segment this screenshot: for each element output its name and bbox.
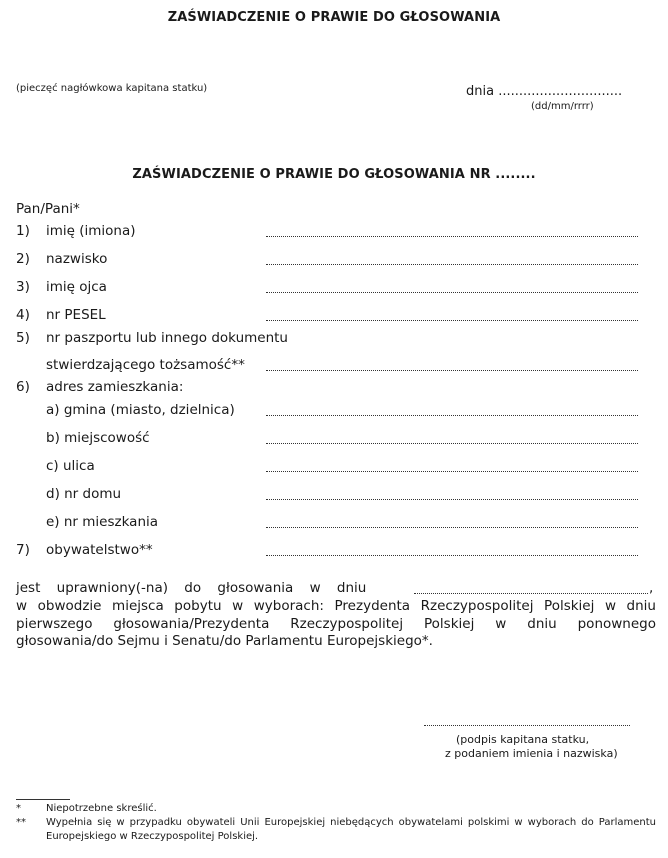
footnote-1: Niepotrzebne skreślić. — [46, 803, 157, 814]
citizenship-field[interactable] — [266, 555, 638, 556]
item-label-first-names: imię (imiona) — [46, 223, 136, 239]
apartment-number-field[interactable] — [266, 527, 638, 528]
street-field[interactable] — [266, 471, 638, 472]
pesel-field[interactable] — [266, 320, 638, 321]
stamp-note: (pieczęć nagłówkowa kapitana statku) — [16, 83, 208, 94]
statement-first-line: jest uprawniony(-na) do głosowania w dniu — [16, 580, 367, 596]
signature-line[interactable] — [424, 725, 630, 726]
passport-field[interactable] — [266, 370, 638, 371]
surname-field[interactable] — [266, 264, 638, 265]
statement-comma: , — [649, 580, 654, 596]
signature-caption-1: (podpis kapitana statku, — [456, 733, 590, 746]
first-names-field[interactable] — [266, 236, 638, 237]
date-format-hint: (dd/mm/rrrr) — [531, 101, 594, 112]
item-label-pesel: nr PESEL — [46, 307, 106, 323]
house-number-field[interactable] — [266, 499, 638, 500]
item-number: 5) — [16, 330, 30, 346]
date-field: dnia .............................. — [466, 84, 623, 99]
voting-date-field[interactable] — [414, 593, 648, 594]
item-label-commune: a) gmina (miasto, dzielnica) — [46, 402, 235, 418]
father-name-field[interactable] — [266, 292, 638, 293]
item-label-street: c) ulica — [46, 458, 95, 474]
item-number: 7) — [16, 542, 30, 558]
locality-field[interactable] — [266, 443, 638, 444]
item-label-address: adres zamieszkania: — [46, 379, 184, 395]
item-number: 6) — [16, 379, 30, 395]
item-label-citizenship: obywatelstwo** — [46, 542, 153, 558]
form-title: ZAŚWIADCZENIE O PRAWIE DO GŁOSOWANIA NR ........ — [132, 167, 536, 182]
item-label-apartment-number: e) nr mieszkania — [46, 514, 159, 530]
footnote-mark: ** — [16, 817, 26, 828]
item-number: 2) — [16, 251, 30, 267]
item-number: 4) — [16, 307, 30, 323]
footnote-mark: * — [16, 803, 21, 814]
statement-text: w obwodzie miejsca pobytu w wyborach: Prezydenta Rzeczypospolitej Polskiej w dniu pierwszego głosowania/Prezydenta Rzeczypospolitej Polskiej w dniu ponownego głosowania/do Sejmu i Senatu/do Parlamentu Europejskiego*. — [16, 598, 656, 649]
addressee-label: Pan/Pani* — [16, 201, 80, 217]
item-label-house-number: d) nr domu — [46, 486, 122, 502]
item-label-father-name: imię ojca — [46, 279, 107, 295]
item-label-surname: nazwisko — [46, 251, 108, 267]
item-label-locality: b) miejscowość — [46, 430, 150, 446]
footnote-2: Wypełnia się w przypadku obywateli Unii Europejskiej niebędących obywatelami polskimi w wyborach do Parlamentu Europejskiego w Rzeczypospolitej Polskiej. — [46, 817, 656, 842]
item-number: 3) — [16, 279, 30, 295]
item-number: 1) — [16, 223, 30, 239]
item-label-passport-cont: stwierdzającego tożsamość** — [46, 357, 245, 373]
item-label-passport: nr paszportu lub innego dokumentu — [46, 330, 288, 346]
commune-field[interactable] — [266, 415, 638, 416]
footnote-divider — [16, 799, 70, 800]
document-title: ZAŚWIADCZENIE O PRAWIE DO GŁOSOWANIA — [167, 10, 501, 25]
signature-caption-2: z podaniem imienia i nazwiska) — [445, 747, 618, 760]
